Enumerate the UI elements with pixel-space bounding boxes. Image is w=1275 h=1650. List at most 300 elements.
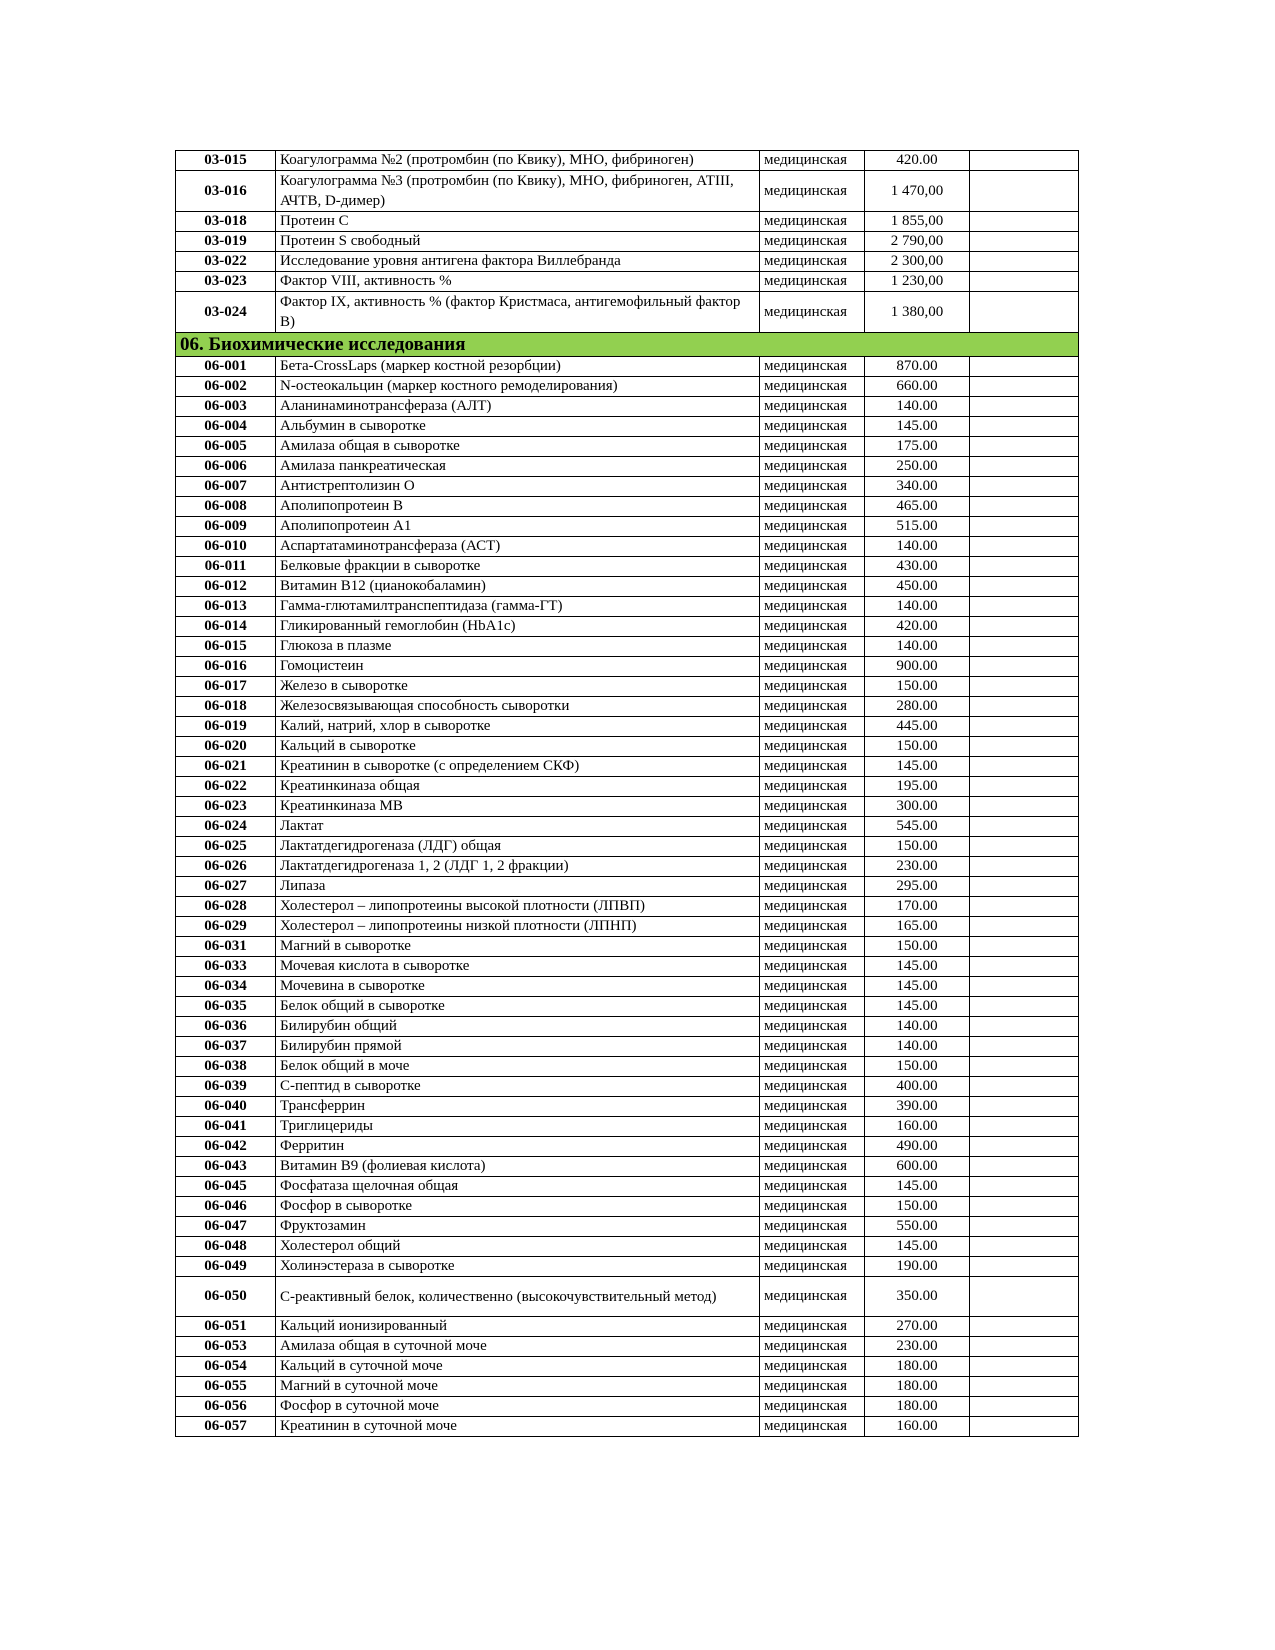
service-code: 06-012 — [176, 577, 276, 597]
service-name: Фактор IX, активность % (фактор Кристмаса, антигемофильный фактор В) — [276, 292, 760, 333]
table-row — [176, 917, 1079, 937]
service-type: медицинская — [760, 1337, 865, 1357]
service-type: медицинская — [760, 737, 865, 757]
service-code: 06-008 — [176, 497, 276, 517]
service-code: 06-045 — [176, 1177, 276, 1197]
service-code: 06-042 — [176, 1137, 276, 1157]
service-price: 175.00 — [865, 437, 970, 457]
empty-cell — [970, 1137, 1079, 1157]
empty-cell — [970, 757, 1079, 777]
empty-cell — [970, 697, 1079, 717]
service-type: медицинская — [760, 1377, 865, 1397]
empty-cell — [970, 1117, 1079, 1137]
service-price: 1 470,00 — [865, 171, 970, 212]
service-price: 195.00 — [865, 777, 970, 797]
service-code: 06-005 — [176, 437, 276, 457]
service-price: 180.00 — [865, 1357, 970, 1377]
service-code: 06-038 — [176, 1057, 276, 1077]
service-type: медицинская — [760, 797, 865, 817]
empty-cell — [970, 437, 1079, 457]
service-price: 140.00 — [865, 1017, 970, 1037]
empty-cell — [970, 657, 1079, 677]
service-code: 06-021 — [176, 757, 276, 777]
table-row — [176, 1277, 1079, 1317]
table-row — [176, 877, 1079, 897]
table-row — [176, 557, 1079, 577]
empty-cell — [970, 677, 1079, 697]
service-type: медицинская — [760, 1397, 865, 1417]
service-name: Трансферрин — [276, 1097, 760, 1117]
service-type: медицинская — [760, 1037, 865, 1057]
service-price: 465.00 — [865, 497, 970, 517]
service-type: медицинская — [760, 357, 865, 377]
empty-cell — [970, 1417, 1079, 1437]
empty-cell — [970, 1257, 1079, 1277]
table-row — [176, 1097, 1079, 1117]
empty-cell — [970, 1237, 1079, 1257]
service-name: Глюкоза в плазме — [276, 637, 760, 657]
service-name: Аполипопротеин А1 — [276, 517, 760, 537]
service-name: Аспартатаминотрансфераза (АСТ) — [276, 537, 760, 557]
service-type: медицинская — [760, 817, 865, 837]
service-name: Билирубин общий — [276, 1017, 760, 1037]
service-price: 515.00 — [865, 517, 970, 537]
empty-cell — [970, 417, 1079, 437]
service-code: 06-040 — [176, 1097, 276, 1117]
service-type: медицинская — [760, 1017, 865, 1037]
service-name: Ферритин — [276, 1137, 760, 1157]
table-row — [176, 1077, 1079, 1097]
service-price: 350.00 — [865, 1277, 970, 1317]
service-type: медицинская — [760, 597, 865, 617]
empty-cell — [970, 1037, 1079, 1057]
empty-cell — [970, 477, 1079, 497]
service-code: 06-014 — [176, 617, 276, 637]
service-code: 06-034 — [176, 977, 276, 997]
service-code: 06-019 — [176, 717, 276, 737]
service-name: N-остеокальцин (маркер костного ремоделирования) — [276, 377, 760, 397]
service-type: медицинская — [760, 272, 865, 292]
service-price: 1 855,00 — [865, 212, 970, 232]
service-name: Амилаза общая в суточной моче — [276, 1337, 760, 1357]
empty-cell — [970, 1277, 1079, 1317]
service-name: Исследование уровня антигена фактора Виллебранда — [276, 252, 760, 272]
service-name: Фактор VIII, активность % — [276, 272, 760, 292]
empty-cell — [970, 1357, 1079, 1377]
service-name: Мочевая кислота в сыворотке — [276, 957, 760, 977]
service-code: 06-018 — [176, 697, 276, 717]
service-name: Амилаза общая в сыворотке — [276, 437, 760, 457]
service-code: 06-007 — [176, 477, 276, 497]
service-name: Мочевина в сыворотке — [276, 977, 760, 997]
service-price: 2 300,00 — [865, 252, 970, 272]
service-code: 06-002 — [176, 377, 276, 397]
empty-cell — [970, 212, 1079, 232]
service-name: Гамма-глютамилтранспептидаза (гамма-ГТ) — [276, 597, 760, 617]
service-type: медицинская — [760, 977, 865, 997]
service-name: Белок общий в сыворотке — [276, 997, 760, 1017]
service-name: Витамин В12 (цианокобаламин) — [276, 577, 760, 597]
service-name: Альбумин в сыворотке — [276, 417, 760, 437]
service-name: Липаза — [276, 877, 760, 897]
service-name: Креатинин в сыворотке (с определением СКФ) — [276, 757, 760, 777]
empty-cell — [970, 1057, 1079, 1077]
table-row — [176, 397, 1079, 417]
service-name: Белок общий в моче — [276, 1057, 760, 1077]
empty-cell — [970, 397, 1079, 417]
service-price: 140.00 — [865, 537, 970, 557]
service-type: медицинская — [760, 171, 865, 212]
service-name: Креатинкиназа общая — [276, 777, 760, 797]
empty-cell — [970, 557, 1079, 577]
service-code: 03-022 — [176, 252, 276, 272]
service-type: медицинская — [760, 997, 865, 1017]
service-type: медицинская — [760, 252, 865, 272]
service-type: медицинская — [760, 1157, 865, 1177]
service-price: 160.00 — [865, 1417, 970, 1437]
service-code: 06-057 — [176, 1417, 276, 1437]
table-row — [176, 1397, 1079, 1417]
service-price: 2 790,00 — [865, 232, 970, 252]
empty-cell — [970, 777, 1079, 797]
service-name: Кальций ионизированный — [276, 1317, 760, 1337]
table-row — [176, 252, 1079, 272]
service-code: 06-049 — [176, 1257, 276, 1277]
empty-cell — [970, 917, 1079, 937]
empty-cell — [970, 577, 1079, 597]
service-name: Лактатдегидрогеназа 1, 2 (ЛДГ 1, 2 фракции) — [276, 857, 760, 877]
table-row — [176, 957, 1079, 977]
table-row — [176, 1357, 1079, 1377]
service-code: 06-010 — [176, 537, 276, 557]
service-type: медицинская — [760, 957, 865, 977]
table-row — [176, 437, 1079, 457]
service-price: 180.00 — [865, 1377, 970, 1397]
empty-cell — [970, 597, 1079, 617]
service-name: Гликированный гемоглобин (HbA1c) — [276, 617, 760, 637]
service-name: Бета-CrossLaps (маркер костной резорбции) — [276, 357, 760, 377]
service-name: Железосвязывающая способность сыворотки — [276, 697, 760, 717]
service-code: 06-023 — [176, 797, 276, 817]
service-type: медицинская — [760, 1277, 865, 1317]
service-code: 06-024 — [176, 817, 276, 837]
service-name: Коагулограмма №3 (протромбин (по Квику), МНО, фибриноген, АТIII, АЧТВ, D-димер) — [276, 171, 760, 212]
service-price: 545.00 — [865, 817, 970, 837]
service-code: 06-020 — [176, 737, 276, 757]
table-row — [176, 597, 1079, 617]
service-code: 06-041 — [176, 1117, 276, 1137]
service-name: Антистрептолизин О — [276, 477, 760, 497]
service-price: 280.00 — [865, 697, 970, 717]
service-type: медицинская — [760, 1257, 865, 1277]
service-type: медицинская — [760, 717, 865, 737]
empty-cell — [970, 1097, 1079, 1117]
table-row — [176, 797, 1079, 817]
empty-cell — [970, 232, 1079, 252]
service-price: 145.00 — [865, 417, 970, 437]
service-price: 145.00 — [865, 997, 970, 1017]
service-price: 660.00 — [865, 377, 970, 397]
service-name: Холестерол – липопротеины низкой плотности (ЛПНП) — [276, 917, 760, 937]
table-row — [176, 657, 1079, 677]
service-name: Витамин В9 (фолиевая кислота) — [276, 1157, 760, 1177]
empty-cell — [970, 252, 1079, 272]
service-code: 06-036 — [176, 1017, 276, 1037]
service-code: 06-015 — [176, 637, 276, 657]
table-row — [176, 897, 1079, 917]
service-type: медицинская — [760, 677, 865, 697]
service-type: медицинская — [760, 1237, 865, 1257]
service-price: 190.00 — [865, 1257, 970, 1277]
service-name: Протеин S свободный — [276, 232, 760, 252]
service-code: 06-039 — [176, 1077, 276, 1097]
service-type: медицинская — [760, 292, 865, 333]
service-type: медицинская — [760, 557, 865, 577]
table-row — [176, 477, 1079, 497]
service-type: медицинская — [760, 417, 865, 437]
empty-cell — [970, 1337, 1079, 1357]
service-code: 06-051 — [176, 1317, 276, 1337]
service-name: Кальций в сыворотке — [276, 737, 760, 757]
service-code: 06-009 — [176, 517, 276, 537]
service-type: медицинская — [760, 577, 865, 597]
table-row — [176, 697, 1079, 717]
service-price: 170.00 — [865, 897, 970, 917]
service-code: 03-016 — [176, 171, 276, 212]
table-row — [176, 1217, 1079, 1237]
service-name: Кальций в суточной моче — [276, 1357, 760, 1377]
table-row — [176, 1257, 1079, 1277]
table-row — [176, 232, 1079, 252]
service-type: медицинская — [760, 151, 865, 171]
table-row — [176, 171, 1079, 212]
service-code: 06-003 — [176, 397, 276, 417]
service-price: 600.00 — [865, 1157, 970, 1177]
service-name: Холестерол общий — [276, 1237, 760, 1257]
table-row — [176, 677, 1079, 697]
service-price: 150.00 — [865, 937, 970, 957]
table-row — [176, 777, 1079, 797]
service-price: 145.00 — [865, 957, 970, 977]
table-body-previous-section — [176, 151, 1079, 333]
service-name: С-реактивный белок, количественно (высокочувствительный метод) — [276, 1277, 760, 1317]
empty-cell — [970, 1177, 1079, 1197]
service-code: 06-050 — [176, 1277, 276, 1317]
service-code: 06-048 — [176, 1237, 276, 1257]
service-code: 06-033 — [176, 957, 276, 977]
service-name: Амилаза панкреатическая — [276, 457, 760, 477]
table-row — [176, 357, 1079, 377]
service-type: медицинская — [760, 477, 865, 497]
service-name: Билирубин прямой — [276, 1037, 760, 1057]
service-type: медицинская — [760, 457, 865, 477]
service-type: медицинская — [760, 1217, 865, 1237]
empty-cell — [970, 1377, 1079, 1397]
service-price: 450.00 — [865, 577, 970, 597]
service-code: 06-054 — [176, 1357, 276, 1377]
service-code: 06-047 — [176, 1217, 276, 1237]
empty-cell — [970, 877, 1079, 897]
table-row — [176, 417, 1079, 437]
service-type: медицинская — [760, 937, 865, 957]
service-code: 03-015 — [176, 151, 276, 171]
service-code: 06-055 — [176, 1377, 276, 1397]
service-price: 150.00 — [865, 737, 970, 757]
service-code: 03-018 — [176, 212, 276, 232]
service-price: 550.00 — [865, 1217, 970, 1237]
empty-cell — [970, 357, 1079, 377]
section-title: 06. Биохимические исследования — [176, 333, 1079, 357]
service-code: 06-013 — [176, 597, 276, 617]
section-header-body — [176, 333, 1079, 357]
service-name: Креатинин в суточной моче — [276, 1417, 760, 1437]
empty-cell — [970, 1217, 1079, 1237]
service-code: 06-006 — [176, 457, 276, 477]
table-row — [176, 997, 1079, 1017]
table-row — [176, 1037, 1079, 1057]
service-price: 150.00 — [865, 837, 970, 857]
service-type: медицинская — [760, 897, 865, 917]
empty-cell — [970, 517, 1079, 537]
service-type: медицинская — [760, 377, 865, 397]
service-type: медицинская — [760, 497, 865, 517]
service-type: медицинская — [760, 1117, 865, 1137]
table-row — [176, 1057, 1079, 1077]
service-name: Магний в суточной моче — [276, 1377, 760, 1397]
service-price: 140.00 — [865, 397, 970, 417]
service-type: медицинская — [760, 757, 865, 777]
service-code: 06-056 — [176, 1397, 276, 1417]
empty-cell — [970, 1397, 1079, 1417]
empty-cell — [970, 617, 1079, 637]
empty-cell — [970, 1317, 1079, 1337]
empty-cell — [970, 737, 1079, 757]
empty-cell — [970, 817, 1079, 837]
table-row — [176, 857, 1079, 877]
service-price: 295.00 — [865, 877, 970, 897]
service-price: 150.00 — [865, 677, 970, 697]
empty-cell — [970, 1077, 1079, 1097]
service-name: Калий, натрий, хлор в сыворотке — [276, 717, 760, 737]
service-code: 06-001 — [176, 357, 276, 377]
service-code: 06-026 — [176, 857, 276, 877]
empty-cell — [970, 857, 1079, 877]
service-price: 420.00 — [865, 151, 970, 171]
service-type: медицинская — [760, 397, 865, 417]
price-list-table — [175, 150, 1079, 1437]
service-type: медицинская — [760, 777, 865, 797]
service-code: 06-031 — [176, 937, 276, 957]
service-name: Холестерол – липопротеины высокой плотности (ЛПВП) — [276, 897, 760, 917]
empty-cell — [970, 1157, 1079, 1177]
service-price: 230.00 — [865, 1337, 970, 1357]
service-type: медицинская — [760, 1197, 865, 1217]
empty-cell — [970, 997, 1079, 1017]
service-type: медицинская — [760, 1077, 865, 1097]
service-code: 06-027 — [176, 877, 276, 897]
table-row — [176, 292, 1079, 333]
table-row — [176, 617, 1079, 637]
table-row — [176, 457, 1079, 477]
table-row — [176, 212, 1079, 232]
service-price: 490.00 — [865, 1137, 970, 1157]
service-code: 06-022 — [176, 777, 276, 797]
service-type: медицинская — [760, 1097, 865, 1117]
service-type: медицинская — [760, 1417, 865, 1437]
service-price: 140.00 — [865, 637, 970, 657]
service-code: 06-029 — [176, 917, 276, 937]
empty-cell — [970, 797, 1079, 817]
service-name: Гомоцистеин — [276, 657, 760, 677]
service-type: медицинская — [760, 1177, 865, 1197]
empty-cell — [970, 1017, 1079, 1037]
service-price: 900.00 — [865, 657, 970, 677]
table-body-biochemistry — [176, 357, 1079, 1437]
empty-cell — [970, 171, 1079, 212]
service-code: 06-025 — [176, 837, 276, 857]
empty-cell — [970, 1197, 1079, 1217]
service-type: медицинская — [760, 517, 865, 537]
service-code: 06-017 — [176, 677, 276, 697]
table-row — [176, 757, 1079, 777]
table-row — [176, 1417, 1079, 1437]
table-row — [176, 1197, 1079, 1217]
service-price: 430.00 — [865, 557, 970, 577]
service-name: Железо в сыворотке — [276, 677, 760, 697]
empty-cell — [970, 497, 1079, 517]
section-header-row — [176, 333, 1079, 357]
empty-cell — [970, 897, 1079, 917]
service-name: Фосфор в суточной моче — [276, 1397, 760, 1417]
empty-cell — [970, 637, 1079, 657]
table-row — [176, 837, 1079, 857]
service-name: Белковые фракции в сыворотке — [276, 557, 760, 577]
service-type: медицинская — [760, 617, 865, 637]
service-type: медицинская — [760, 857, 865, 877]
service-price: 140.00 — [865, 597, 970, 617]
service-code: 06-004 — [176, 417, 276, 437]
empty-cell — [970, 937, 1079, 957]
service-price: 420.00 — [865, 617, 970, 637]
table-row — [176, 1177, 1079, 1197]
service-price: 445.00 — [865, 717, 970, 737]
service-price: 160.00 — [865, 1117, 970, 1137]
table-row — [176, 817, 1079, 837]
service-price: 165.00 — [865, 917, 970, 937]
service-price: 250.00 — [865, 457, 970, 477]
table-row — [176, 577, 1079, 597]
table-row — [176, 717, 1079, 737]
service-type: медицинская — [760, 837, 865, 857]
service-type: медицинская — [760, 637, 865, 657]
service-code: 06-046 — [176, 1197, 276, 1217]
service-price: 180.00 — [865, 1397, 970, 1417]
table-row — [176, 1137, 1079, 1157]
service-name: Триглицериды — [276, 1117, 760, 1137]
service-name: Лактат — [276, 817, 760, 837]
service-price: 390.00 — [865, 1097, 970, 1117]
service-name: Холинэстераза в сыворотке — [276, 1257, 760, 1277]
table-row — [176, 1337, 1079, 1357]
service-name: Коагулограмма №2 (протромбин (по Квику), МНО, фибриноген) — [276, 151, 760, 171]
service-name: Креатинкиназа МВ — [276, 797, 760, 817]
service-price: 340.00 — [865, 477, 970, 497]
service-name: Магний в сыворотке — [276, 937, 760, 957]
service-price: 230.00 — [865, 857, 970, 877]
table-row — [176, 1317, 1079, 1337]
service-type: медицинская — [760, 232, 865, 252]
service-code: 06-016 — [176, 657, 276, 677]
